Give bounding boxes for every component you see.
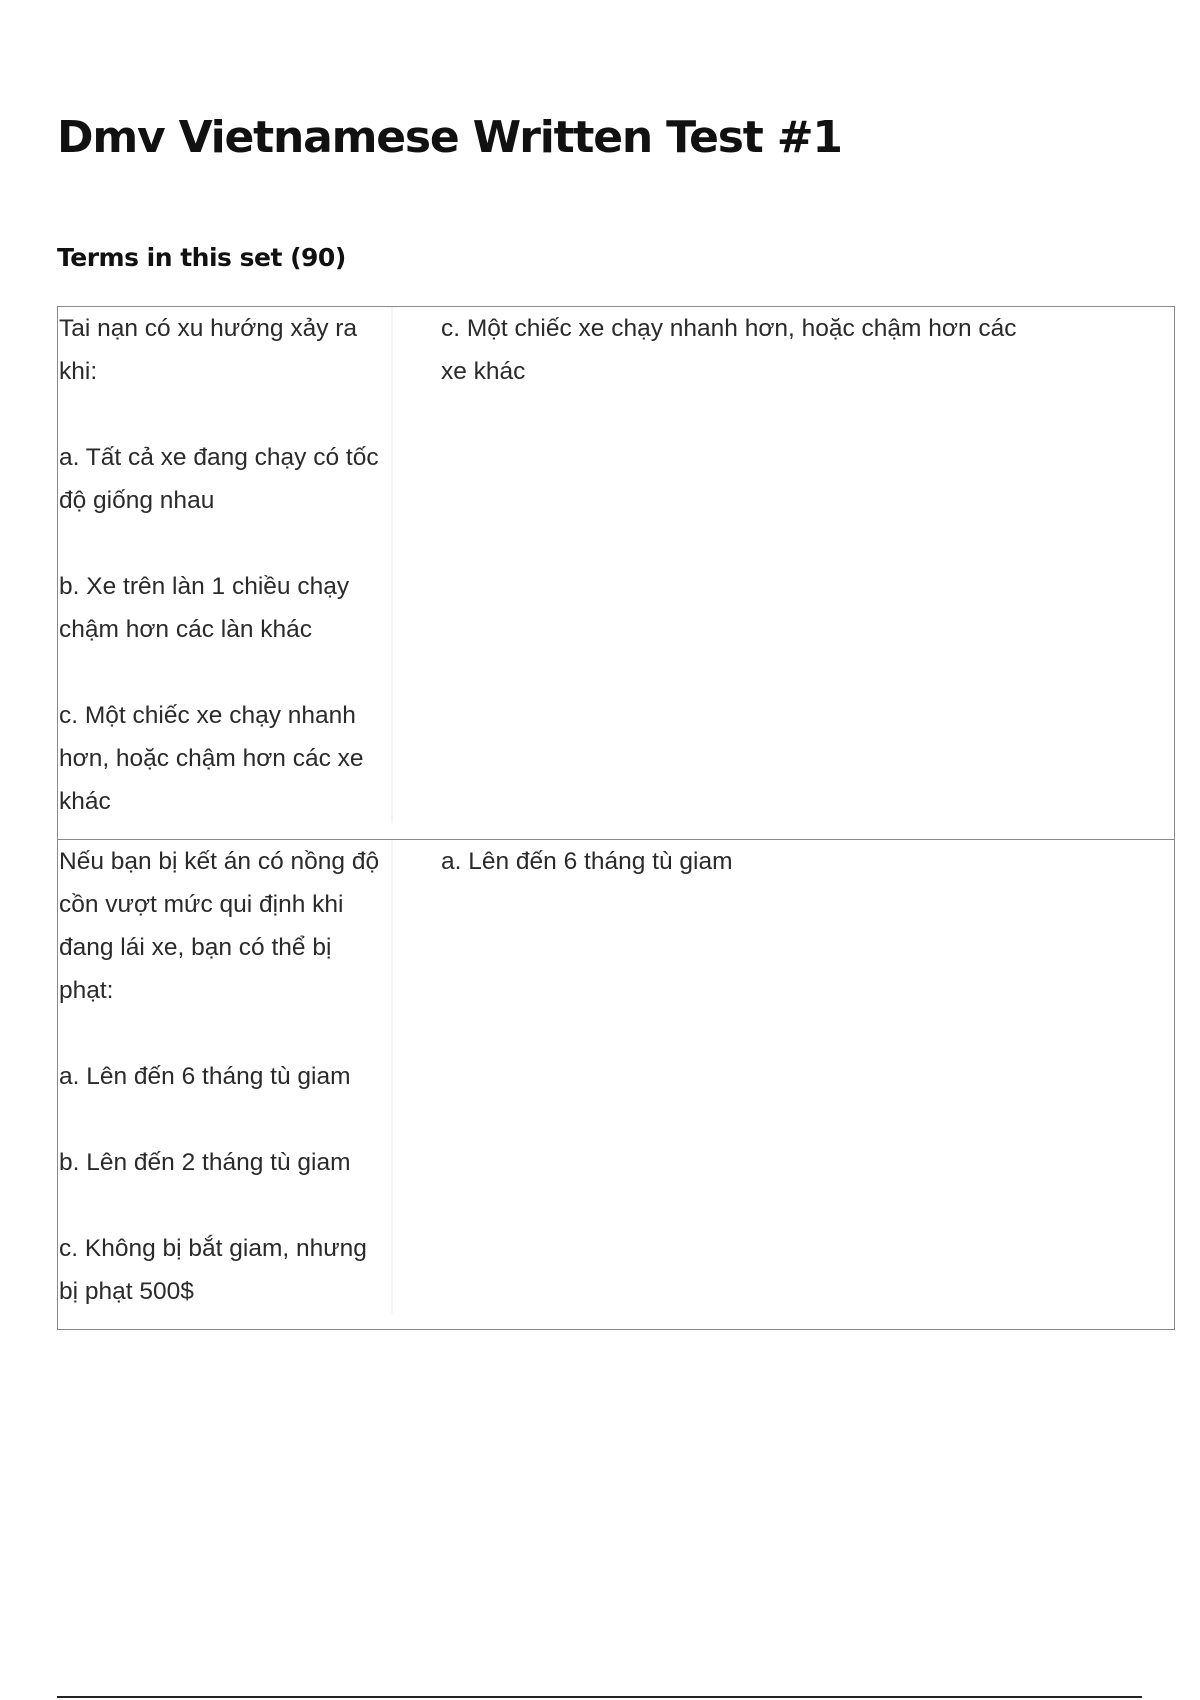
term-question [58, 307, 393, 823]
question-text: Tai nạn có xu hướng xảy ra khi: [59, 315, 358, 385]
answer-option-b: b. Xe trên làn 1 chiều chạy chậm hơn các làn khác [59, 573, 350, 643]
answer-option-c: c. Một chiếc xe chạy nhanh hơn, hoặc chậm hơn các xe khác [59, 702, 364, 815]
term-definition: c. Một chiếc xe chạy nhanh hơn, hoặc chậm hơn các xe khác [441, 315, 1017, 385]
terms-table [57, 306, 1175, 1330]
term-definition: a. Lên đến 6 tháng tù giam [441, 848, 733, 875]
answer-option-a: a. Tất cả xe đang chạy có tốc độ giống nhau [59, 444, 379, 514]
question-text: Nếu bạn bị kết án có nồng độ cồn vượt mức qui định khi đang lái xe, bạn có thể bị phạt: [59, 848, 380, 1004]
answer-option-a: a. Lên đến 6 tháng tù giam [59, 1063, 351, 1090]
term-row [58, 307, 1174, 839]
term-row [58, 839, 1174, 1329]
page-title: Dmv Vietnamese Written Test #1 [57, 112, 842, 163]
terms-count-heading: Terms in this set (90) [57, 243, 346, 272]
term-question [58, 840, 393, 1313]
answer-option-c: c. Không bị bắt giam, nhưng bị phạt 500$ [59, 1235, 367, 1305]
answer-option-b: b. Lên đến 2 tháng tù giam [59, 1149, 351, 1176]
footer-divider [57, 1696, 1142, 1698]
